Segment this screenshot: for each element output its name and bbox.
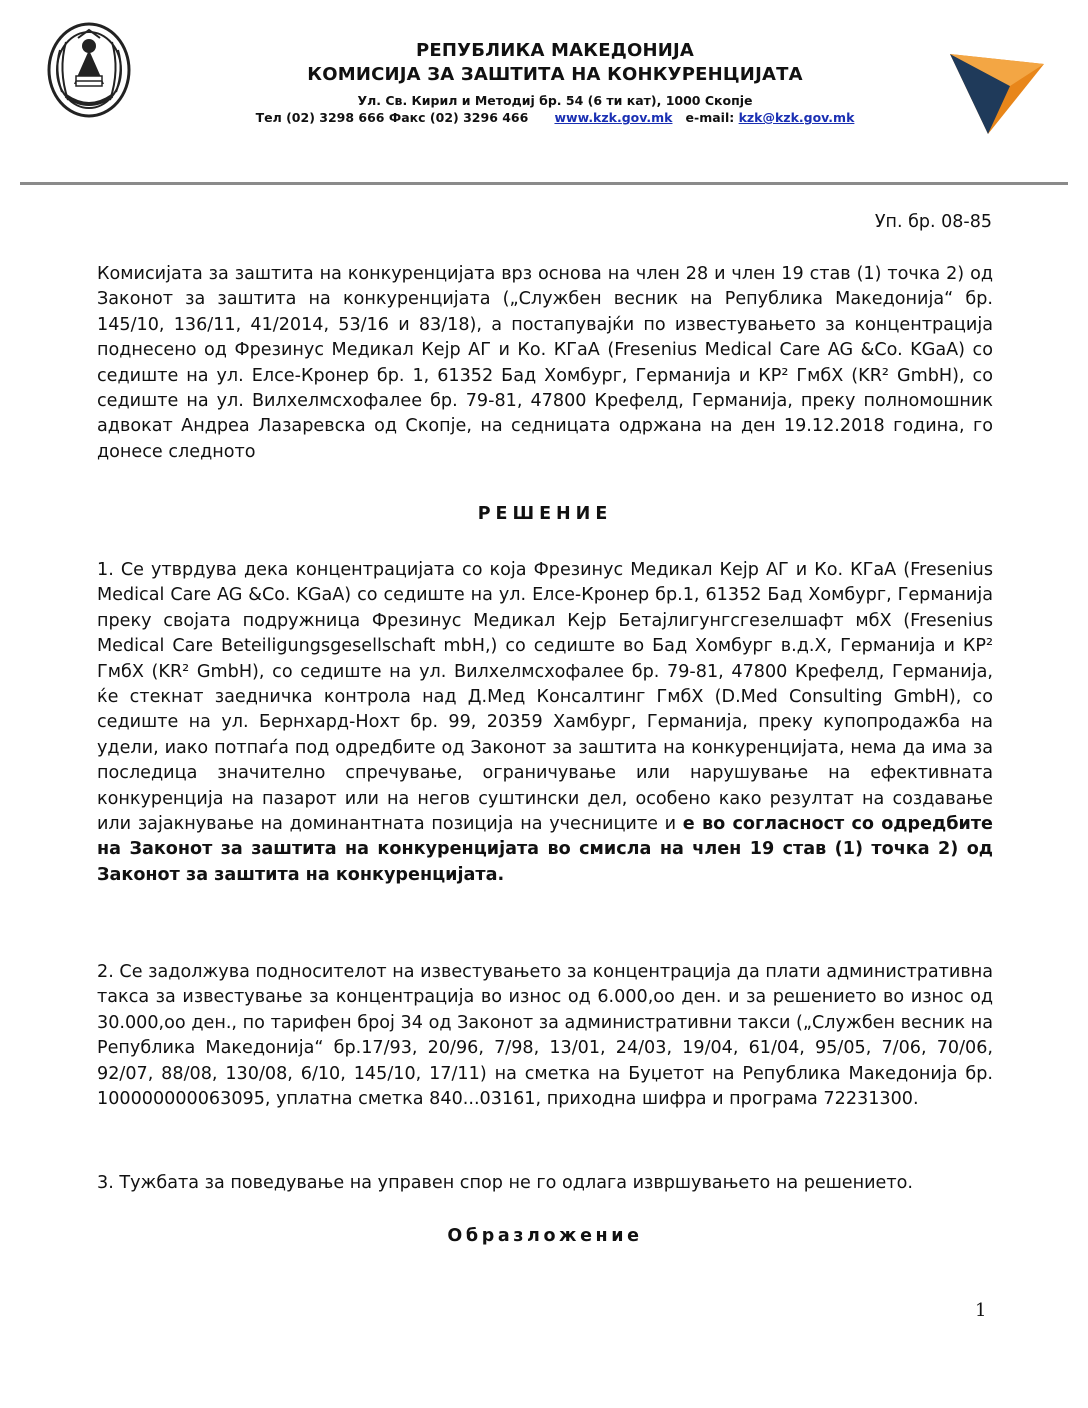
item-1-plain-text: 1. Се утврдува дека концентрацијата со која Фрезинус Медикал Кејр АГ и Ко. КГаА (Fresenius Medical Care AG &Co. KGaA) со седиште на ул. Елсе-Кронер бр.1, 61352 Бад Хомбург, Германија преку својата подружница Фрезинус Медикал Кејр Бетајлигунгсгезелшафт мбХ (Fresenius Medical Care Beteiligungsgesellschaft mbH,) со седиште во Бад Хомбург в.д.Х, Германија и КР² ГмбХ (KR² GmbH), со седиште на ул. Вилхелмсхофалее бр. 79-81, 47800 Крефелд, Германија, ќе стекнат заедничка контрола над Д.Мед Консалтинг ГмбХ (D.Med Consulting GmbH), со седиште на ул. Бернхард-Нохт бр. 99, 20359 Хамбург, Германија, преку купопродажба на удели, иако потпаѓа под одредбите од Законот за заштита на конкуренцијата, нема да има за последица значително спречување, ограничување или нарушување на ефективната конкуренција на пазарот или на негов суштински дел, особено како резултат на создавање или зајакнување на доминантната позиција на учесниците и <box>97 560 993 835</box>
decision-item-3-text: 3. Тужбата за поведување на управен спор не го одлага извршувањето на решението. <box>97 1173 913 1193</box>
commission-triangle-logo-icon <box>946 46 1046 138</box>
decision-item-1-text <box>97 558 993 888</box>
email-link[interactable]: kzk@kzk.gov.mk <box>738 110 855 125</box>
decision-heading: РЕШЕНИЕ <box>477 504 613 524</box>
decision-item-3 <box>97 1171 993 1196</box>
decision-item-2-text: 2. Се задолжува подносителот на известувањето за концентрација да плати административна такса за известување за концентрација во износ од 6.000,оо ден. и за решението во износ од 30.000,оо ден., по тарифен број 34 од Законот за административни такси („Службен весник на Република Македонија“ бр.17/93, 20/96, 7/98, 13/01, 24/03, 19/04, 61/04, 95/05, 7/06, 70/06, 92/07, 88/08, 130/08, 6/10, 145/10, 17/11) на сметка на Буџетот на Република Македонија бр. 100000000063095, уплатна сметка 840...03161, приходна шифра и програма 72231300. <box>97 962 993 1110</box>
explanation-heading: Образложение <box>447 1226 643 1246</box>
phone-fax: Тел (02) 3298 666 Факс (02) 3296 466 <box>255 110 529 125</box>
address-line: Ул. Св. Кирил и Методиј бр. 54 (6 ти кат), 1000 Скопје <box>357 93 753 108</box>
decision-item-1 <box>97 558 993 888</box>
intro-text: Комисијата за заштита на конкуренцијата врз основа на член 28 и член 19 став (1) точка 2) од Законот за заштита на конкуренцијата („Службен весник на Република Македонија“ бр. 145/10, 136/11, 41/2014, 53/16 и 83/18), а постапувајќи по известувањето за концентрација поднесено од Фрезинус Медикал Кејр АГ и Ко. КГаА (Fresenius Medical Care AG &Co. KGaA) со седиште на ул. Елсе-Кронер бр. 1, 61352 Бад Хомбург, Германија и КР² ГмбХ (KR² GmbH), со седиште на ул. Вилхелмсхофалее бр. 79-81, 47800 Крефелд, Германија, преку полномошник адвокат Андреа Лазаревска од Скопје, на седницата одржана на ден 19.12.2018 година, го донесе следното <box>97 264 993 462</box>
organization-line-2: КОМИСИЈА ЗА ЗАШТИТА НА КОНКУРЕНЦИЈАТА <box>307 64 803 85</box>
item-1-bold-text: е во согласност со одредбите на Законот за заштита на конкуренцијата во смисла на член 19 став (1) точка 2) од Законот за заштита на конкуренцијата. <box>97 814 993 885</box>
case-reference: Уп. бр. 08-85 <box>874 212 992 232</box>
header-divider <box>20 182 1068 185</box>
email-label: e-mail: <box>685 110 735 125</box>
organization-line-1: РЕПУБЛИКА МАКЕДОНИЈА <box>415 40 695 61</box>
website-link[interactable]: www.kzk.gov.mk <box>554 110 673 125</box>
letterhead <box>0 0 1088 190</box>
state-emblem-icon <box>46 20 132 120</box>
page-number: 1 <box>975 1300 987 1321</box>
decision-item-2 <box>97 960 993 1112</box>
contact-line <box>150 110 960 125</box>
intro-paragraph <box>97 262 993 465</box>
